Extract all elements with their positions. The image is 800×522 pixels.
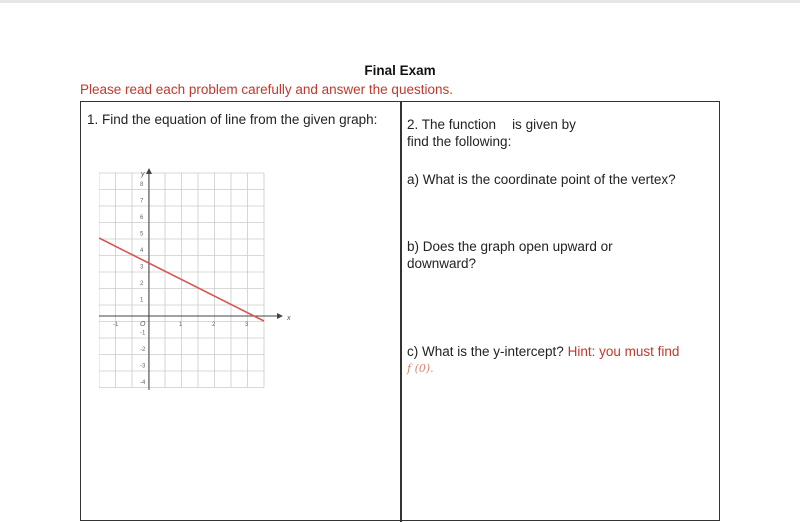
x-tick-label: 1: [179, 322, 183, 328]
question-2c-text: [407, 343, 717, 377]
y-tick-label: 6: [140, 215, 144, 221]
column-divider: [400, 102, 402, 522]
x-tick-label: -1: [113, 322, 119, 328]
question-table: [80, 101, 720, 521]
question-2-intro-c: find the following:: [407, 134, 512, 149]
y-tick-label: 4: [140, 248, 144, 254]
top-border: [0, 0, 800, 3]
y-tick-label: 2: [140, 281, 144, 287]
graph-axes: [99, 168, 283, 390]
hint-expression: f (0).: [407, 362, 434, 375]
question-2b-text: b) Does the graph open upward or downward?: [407, 239, 613, 271]
y-tick-label: 8: [140, 182, 144, 188]
y-tick-label: 1: [140, 297, 144, 304]
page-title: Final Exam: [364, 63, 436, 78]
x-tick-label: 2: [212, 322, 216, 328]
question-2a-text: a) What is the coordinate point of the vertex?: [407, 172, 676, 187]
hint-text: Hint: you must find: [567, 344, 680, 359]
y-tick-label: -3: [140, 363, 146, 370]
y-axis-label: y: [141, 171, 145, 178]
origin-label: O: [140, 321, 146, 328]
instructions-text: Please read each problem carefully and answer the questions.: [80, 82, 453, 97]
y-axis-arrow: [146, 168, 152, 174]
x-tick-label: 3: [245, 322, 249, 328]
x-axis-label: x: [287, 315, 291, 322]
y-tick-label: 3: [140, 264, 144, 271]
question-2-intro-b: is given by: [512, 117, 576, 132]
y-tick-label: -1: [140, 330, 146, 337]
y-tick-label: 7: [140, 198, 144, 205]
y-tick-label: -4: [140, 380, 146, 386]
question-2-text: [407, 116, 717, 150]
x-axis-arrow: [277, 313, 283, 319]
question-1-text: 1. Find the equation of line from the given graph:: [87, 112, 378, 127]
y-tick-label: -2: [140, 347, 146, 353]
question-2-intro-a: 2. The function: [407, 117, 497, 132]
line-graph: [99, 168, 349, 418]
question-2c-label: c) What is the y-intercept?: [407, 344, 564, 359]
y-tick-label: 5: [140, 231, 144, 238]
